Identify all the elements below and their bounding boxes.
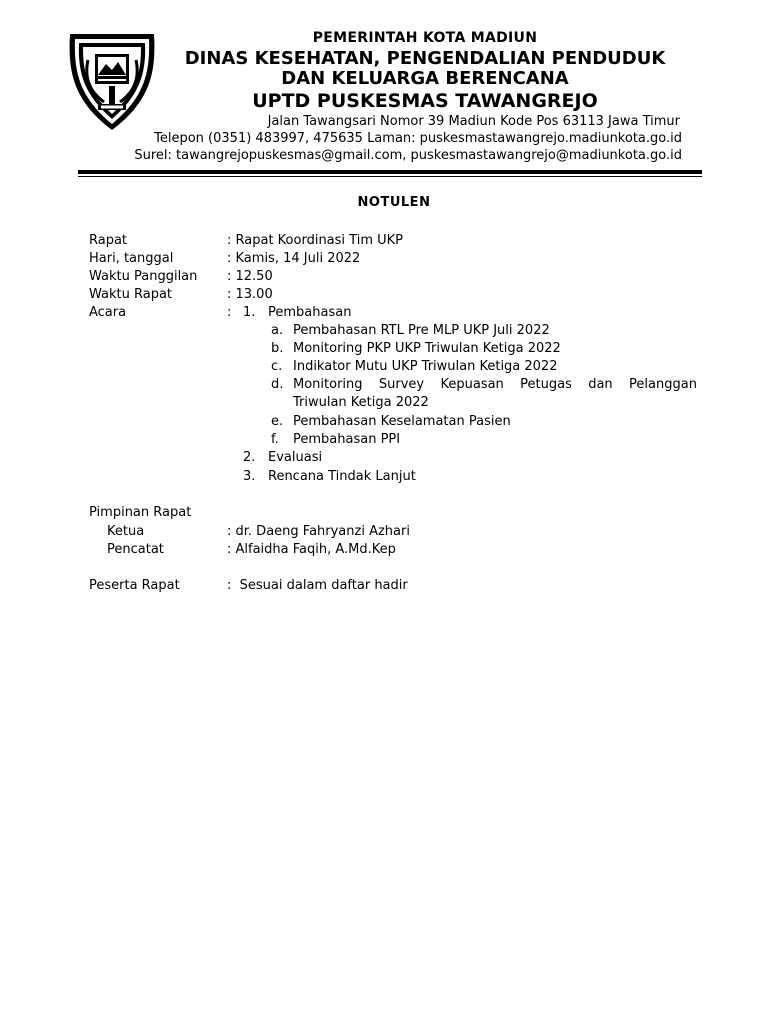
pimpinan-heading: Pimpinan Rapat [89, 505, 192, 520]
field-label-peserta: Peserta Rapat [89, 578, 180, 593]
field-value-ketua: : dr. Daeng Fahryanzi Azhari [227, 524, 410, 539]
field-label-hari: Hari, tanggal [89, 251, 174, 266]
agenda-sub-a: Pembahasan RTL Pre MLP UKP Juli 2022 [293, 323, 550, 338]
agenda-num-3: 3. [243, 469, 256, 484]
field-label-panggilan: Waktu Panggilan [89, 269, 198, 284]
field-colon-acara: : [227, 305, 232, 320]
agenda-sub-f: Pembahasan PPI [293, 432, 401, 447]
letterhead-department: DINAS KESEHATAN, PENGENDALIAN PENDUDUK [184, 48, 666, 69]
agenda-num-2: 2. [243, 450, 256, 465]
agenda-letter-b: b. [271, 341, 284, 356]
agenda-sub-c: Indikator Mutu UKP Triwulan Ketiga 2022 [293, 359, 558, 374]
agenda-letter-c: c. [271, 359, 283, 374]
field-label-ketua: Ketua [107, 524, 145, 539]
field-value-pencatat: : Alfaidha Faqih, A.Md.Kep [227, 542, 396, 557]
letterhead-government: PEMERINTAH KOTA MADIUN [312, 30, 538, 46]
header-rule-thin [78, 176, 702, 177]
document-title: NOTULEN [357, 195, 431, 210]
agenda-sub-b: Monitoring PKP UKP Triwulan Ketiga 2022 [293, 341, 561, 356]
field-value-panggilan: : 12.50 [227, 269, 273, 284]
agenda-letter-a: a. [271, 323, 284, 338]
agenda-letter-d: d. [271, 377, 284, 392]
agenda-sub-d-word: Kepuasan [440, 377, 504, 392]
agenda-item-2: Evaluasi [268, 450, 323, 465]
field-value-waktu: : 13.00 [227, 287, 273, 302]
agenda-sub-d-cont: Triwulan Ketiga 2022 [293, 395, 429, 410]
letterhead-unit: UPTD PUSKESMAS TAWANGREJO [252, 90, 598, 112]
agenda-sub-d-word: Petugas [520, 377, 572, 392]
agenda-item-3: Rencana Tindak Lanjut [268, 469, 416, 484]
field-label-acara: Acara [89, 305, 127, 320]
field-value-peserta: : Sesuai dalam daftar hadir [227, 578, 408, 593]
agenda-item-1: Pembahasan [268, 305, 352, 320]
agenda-sub-e: Pembahasan Keselamatan Pasien [293, 414, 511, 429]
letterhead-phone: Telepon (0351) 483997, 475635 Laman: puskesmastawangrejo.madiunkota.go.id [154, 131, 682, 146]
letterhead-address: Jalan Tawangsari Nomor 39 Madiun Kode Pos 63113 Jawa Timur [267, 114, 680, 129]
agenda-letter-e: e. [271, 414, 284, 429]
letterhead-email: Surel: tawangrejopuskesmas@gmail.com, puskesmastawangrejo@madiunkota.go.id [134, 148, 682, 163]
agenda-sub-d-word: dan [588, 377, 613, 392]
agenda-num-1: 1. [243, 305, 256, 320]
field-label-pencatat: Pencatat [107, 542, 164, 557]
agenda-sub-d-word: Pelanggan [629, 377, 697, 392]
city-crest-logo [64, 30, 160, 134]
field-value-rapat: : Rapat Koordinasi Tim UKP [227, 233, 403, 248]
agenda-letter-f: f. [271, 432, 279, 447]
agenda-sub-d [293, 377, 697, 393]
field-label-waktu: Waktu Rapat [89, 287, 173, 302]
field-label-rapat: Rapat [89, 233, 128, 248]
agenda-sub-d-word: Monitoring [293, 377, 363, 392]
header-rule-thick [78, 170, 702, 174]
letterhead-department-cont: DAN KELUARGA BERENCANA [281, 68, 569, 89]
field-value-hari: : Kamis, 14 Juli 2022 [227, 251, 361, 266]
agenda-sub-d-word: Survey [378, 377, 425, 392]
